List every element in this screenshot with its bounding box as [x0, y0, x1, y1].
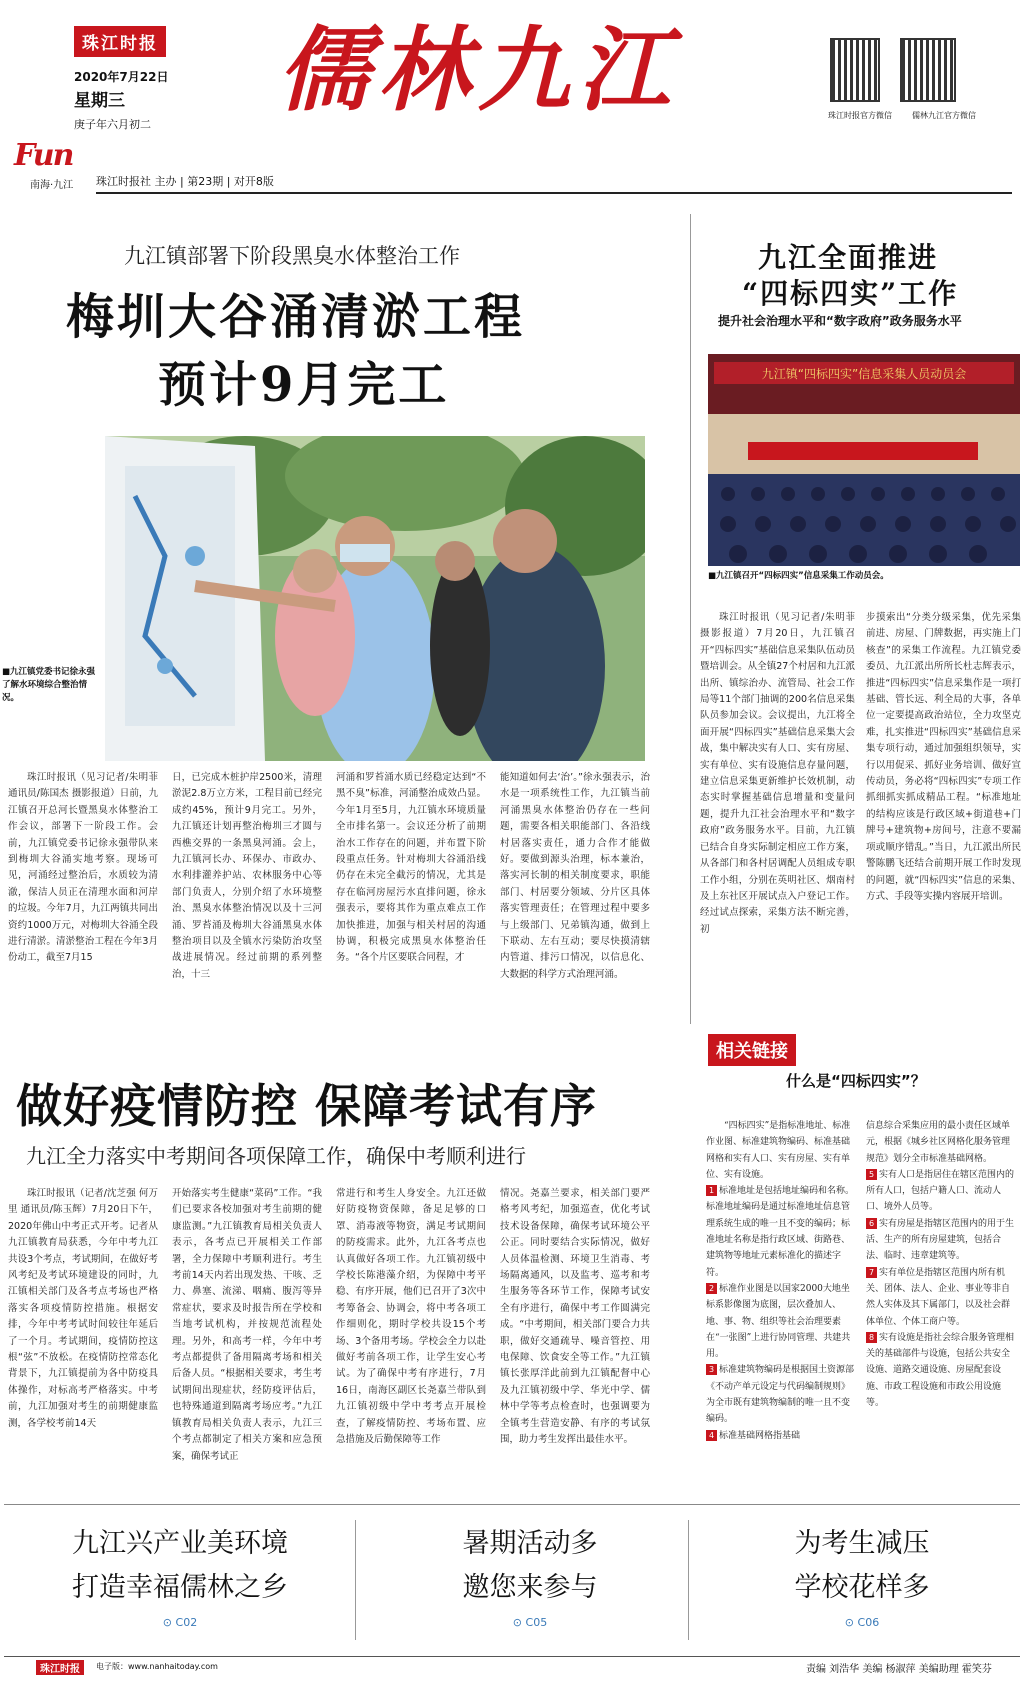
- issue-info-bar: 珠江时报社 主办 | 第23期 | 对开8版: [96, 175, 274, 188]
- num-badge-3: 3: [706, 1364, 717, 1375]
- mobilization-meeting-photo: [708, 354, 1020, 566]
- second-column-2: 开始落实考生健康“菜码”工作。“我们已要求各校加强对考生前期的健康监测。”九江镇教育局相关负责人表示，各考点已开展相关工作部署，全力保障中考顺利进行。考生考前14天内若出现发热、干咳、乏力、鼻塞、流涕、咽痛、腹泻等异常症状，要求及时报告所在学校和当地考试机构，并按规范流程处理。另外，和高考一样，今年中考考点都提供了备用隔离考场和相关后备人员。“根据相关要求，考生考试期间出现症状，经防疫评估后，也特殊通道到隔离考场应考。”九江镇教育局相关负责人表示，九江三个考点都制定了相关方案和应急预案，确保考试正: [172, 1188, 322, 1462]
- num-badge-8: 8: [866, 1332, 877, 1343]
- link-item-1: 1 标准地址是包括地址编码和名称。标准地址编码是通过标准地址信息管理系统生成的唯一且不变的编码；标准地址名称是指行政区域、街路巷、建筑物等地址元素标准化的描述字符。: [706, 1186, 855, 1278]
- promo-block-2[interactable]: [380, 1522, 680, 1629]
- promo-divider-1: [355, 1520, 356, 1640]
- link-item-4: 4 标准基础网格指基础: [706, 1428, 856, 1444]
- issue-weekday: 星期三: [74, 91, 125, 111]
- main-column-4: 能知道如何去‘治’。”徐永强表示，治水是一项系统性工作，九江镇当前河涌黑臭水体整治仍存在一些问题，需要各相关职能部门、各沿线村居落实责任，通力合作才能做好。要做到源头治理，标本兼治，落实河长制的相关制度要求，职能部门、村居要分领域、分片区具体落实管理责任；在管理过程中要多与上级部门、兄弟镇沟通，做到上下联动、左右互动；要尽快摸清辖内管道、排污口情况，以信息化、大数据的科学方式治理河涌。: [500, 772, 650, 980]
- related-link-tag: 相关链接: [708, 1034, 796, 1066]
- link-item-6: 6 实有房屋是指辖区范围内的用于生活、生产的所有房屋建筑，包括合法、临时、违章建筑等。: [866, 1218, 1015, 1262]
- second-headline: 做好疫情防控 保障考试有序: [16, 1079, 598, 1133]
- promo-1-line-1: 九江兴产业美环境: [72, 1528, 288, 1559]
- num-badge-5: 5: [866, 1169, 877, 1180]
- num-badge-2: 2: [706, 1283, 717, 1294]
- link-intro: “四标四实”是指标准地址、标准作业图、标准建筑物编码、标准基础网格和实有人口、实有房屋、实有单位、实有设施。: [706, 1121, 851, 1180]
- right-headline-1: 九江全面推进: [758, 241, 939, 274]
- meeting-banner: 九江镇“四标四实”信息采集人员动员会: [761, 367, 967, 381]
- link-column-2: [866, 1118, 1018, 1478]
- right-column-2: 步摸索出“分类分级采集，优先采集前进、房屋、门牌数据，再实施上门核查”的采集工作流程。九江镇党委委员、九江派出所所长杜志辉表示，推进“四标四实”信息采集作是一项打基础、管长远、利全局的大事，各单位一定要提高政治站位，全力攻坚克难，扎实推进“四标四实”基础信息采集专项行动，通过加强组织领导，实行以用促采、抓好业务培训、做好宣传动员，务必将“四标四实”专项工作抓细抓实抓成精品工程。“标准地址的结构应该是行政区域+街道巷+门牌号+建筑物+房间号，注意不要漏项或顺序错乱。”当日，九江派出所民警陈鹏飞还结合前期开展工作时发现的问题，就“四标四实”信息的采集、方式、手段等实操内容展开培训。: [866, 612, 1021, 902]
- promo-rule: [4, 1504, 1020, 1505]
- qr-code-wechat-rljj[interactable]: [900, 38, 956, 102]
- second-column-3: 常进行和考生人身安全。九江还做好防疫物资保障，备足足够的口罩、消毒液等物资，满足考试期间的防疫需求。此外，九江各考点也认真做好各项工作。九江镇初级中学校长陈港藻介绍，为保障中考平稳、有序开展，他们已召开了3次中考筹备会、协调会，将中考各项工作细则化，期时学校共设15个考场、3个备用考场。学校会全力以赴做好考前各项工作，让学生安心考试。为了确保中考有序进行，7月16日，南海区副区长尧嘉兰带队到九江镇初级中学中考考点开展检查，了解疫情防控、考场布置、应急措施及后勤保障等工作: [336, 1188, 486, 1446]
- link-item-2: 2 标准作业图是以国家2000大地坐标系影像图为底图，层次叠加人、地、事、物、组织等社会治理要素在“一张图”上进行协同管理、共建共用。: [706, 1283, 851, 1360]
- main-headline-1: 梅圳大谷涌清淤工程: [66, 289, 526, 345]
- promo-2-line-2: 邀您来参与: [462, 1572, 598, 1603]
- footer-logo: 珠江时报: [36, 1660, 84, 1675]
- link-item-8: 8 实有设施是指社会综合服务管理相关的基础部件与设施，包括公共安全设施、道路交通设施、房屋配套设施、市政工程设施和市政公用设施等。: [866, 1332, 1015, 1409]
- right-headline-2: “四标四实”工作: [742, 277, 959, 310]
- promo-3-line-2: 学校花样多: [794, 1572, 930, 1603]
- link-intro-cont: 信息综合采集应用的最小责任区域单元，根据《城乡社区网格化服务管理规范》划分全市标准基础网格。: [866, 1121, 1011, 1164]
- link-question: 什么是“四标四实”？: [786, 1072, 926, 1090]
- column-divider: [690, 214, 691, 1024]
- link-item-3: 3 标准建筑物编码是根据国土资源部《不动产单元设定与代码编制规则》为全市既有建筑物编制的唯一且不变编码。: [706, 1365, 855, 1425]
- riverside-inspection-photo: [105, 436, 645, 761]
- link-item-7: 7 实有单位是指辖区范围内所有机关、团体、法人、企业、事业等非自然人实体及其下属部门，以及社会群体单位、个体工商户等。: [866, 1267, 1011, 1327]
- promo-1-line-2: 打造幸福儒林之乡: [72, 1572, 288, 1603]
- footer-site[interactable]: 电子版：www.nanhaitoday.com: [96, 1662, 218, 1671]
- main-photo-caption: ■九江镇党委书记徐永强了解水环境综合整治情况。: [2, 667, 96, 703]
- header-rule: [96, 192, 1012, 194]
- main-kicker: 九江镇部署下阶段黑臭水体整治工作: [124, 244, 460, 268]
- region-logo-mark: Fun: [14, 138, 73, 173]
- footer-editors: 责编 刘浩华 美编 杨淑萍 美编助理 霍笑芬: [806, 1664, 992, 1675]
- masthead-title: 儒林九江: [278, 16, 679, 124]
- region-logo: [8, 138, 98, 192]
- second-column-1: 珠江时报讯（记者/沈芝强 何万里 通讯员/陈玉辉）7月20日下午，2020年佛山中考正式开考。记者从九江镇教育局获悉，今年中考九江共设3个考点，考试期间，在做好考风考纪及考试环境建设的同时，九江镇相关部门及各考点考场也严格落实各项疫情防控措施。根据安排，今年中考考试时间较往年延后了一个月。考试期间，疫情防控这根“弦”不放松。在疫情防控常态化背景下，九江镇提前为各中防疫具体操作，对标高考严格落实。中考前，九江加强对考生的前期健康监测，各学校考前14天: [8, 1188, 158, 1429]
- promo-2-ref[interactable]: ⊙ C05: [512, 1616, 548, 1629]
- num-badge-7: 7: [866, 1267, 877, 1278]
- second-subhead: 九江全力落实中考期间各项保障工作，确保中考顺利进行: [26, 1144, 526, 1168]
- promo-2-line-1: 暑期活动多: [462, 1528, 598, 1559]
- second-column-4: 情况。尧嘉兰要求，相关部门要严格考风考纪，加强巡查，优化考试技术设备保障，确保考试环境公平公正。同时要结合实际情况，做好人员体温检测、环境卫生消毒、考场隔离通风，以及监考、巡考和考生服务等各环节工作，保障考试安全有序进行，确保中考工作圆满完成。“中考期间，相关部门要合力共职，做好交通疏导、噪音管控、用电保障、饮食安全等工作。”九江镇镇长张厚洋此前到九江镇配督中心及九江镇初级中学、华光中学、儒林中学等考点检查时，也强调要为全镇考生营造安静、有序的考试氛围，助力考生发挥出最佳水平。: [500, 1188, 650, 1446]
- link-column-1: [706, 1118, 856, 1478]
- promo-divider-2: [688, 1520, 689, 1640]
- page-ref-icon: ⊙: [512, 1616, 526, 1629]
- main-column-1: 珠江时报讯（见习记者/朱明菲 通讯员/陈国杰 摄影报道）日前，九江镇召开总河长暨黑臭水体整治工作会议，部署下一阶段工作。会前，九江镇党委书记徐永强带队来到梅圳大谷涌实地考察。现场可见，河涌经过整治后，水质较为清澈，保洁人员正在清理水面和河岸的垃圾。今年7月，九江两镇共同出资约1000万元，对梅圳大谷涌全段进行清淤。清淤整治工程在今年3月份动工，截至7月15: [8, 772, 158, 964]
- qr-code-wechat-zj[interactable]: [830, 38, 880, 102]
- footer-rule: [4, 1656, 1020, 1657]
- main-headline-2: 预计9月完工: [158, 357, 450, 413]
- paper-logo: 珠江时报: [74, 26, 166, 57]
- promo-block-3[interactable]: [712, 1522, 1012, 1629]
- promo-3-ref[interactable]: ⊙ C06: [844, 1616, 880, 1629]
- promo-3-line-1: 为考生减压: [794, 1528, 930, 1559]
- lunar-date: 庚子年六月初二: [74, 118, 151, 131]
- right-photo-caption: ■九江镇召开“四标四实”信息采集工作动员会。: [708, 571, 889, 581]
- page-ref-icon: ⊙: [844, 1616, 858, 1629]
- issue-date: 2020年7月22日: [74, 70, 169, 84]
- right-subhead: 提升社会治理水平和“数字政府”政务服务水平: [718, 314, 962, 328]
- main-column-2: 日，已完成木桩护岸2500米，清理淤泥2.8万立方米，工程目前已经完成约45%，预计9月完工。另外，九江镇还计划再整治梅圳三才圆与西樵交界的一条黑臭河涌。会上，九江镇河长办、环保办、市政办、水利排灌养护站、农林服务中心等部门负责人，分别介绍了水环境整治、黑臭水体整治情况以及十三河涌、罗苔涌及梅圳大谷涌黑臭水体整治项目以及全镇水污染防治攻坚战进展情况。经过前期的系列整治，十三: [172, 772, 322, 980]
- region-logo-text: 南海·九江: [30, 180, 74, 191]
- link-item-5: 5 实有人口是指居住在辖区范围内的所有人口，包括户籍人口、流动人口、境外人员等。: [866, 1169, 1015, 1213]
- page-ref-icon: ⊙: [162, 1616, 176, 1629]
- main-column-3: 河涌和罗苔涌水质已经稳定达到“不黑不臭”标准，河涌整治成效凸显。今年1月至5月，九江镇水环境质量全市排名第一。会议还分析了前期治水工作存在的问题，并布置下阶段重点任务。针对梅圳大谷涌沿线仍存在未完全截污的情况，尤其是存在临河房屋污水直排问题，徐永强表示，要将其作为重点难点工作加快推进，加强与相关村居的沟通协调，积极完成黑臭水体整治任务。“各个片区要联合同程，才: [336, 772, 486, 964]
- qr-caption-1: 珠江时报官方微信: [828, 111, 892, 120]
- num-badge-6: 6: [866, 1218, 877, 1229]
- right-column-1: 珠江时报讯（见习记者/朱明菲 摄影报道）7月20日，九江镇召开“四标四实”基础信息采集队伍动员暨培训会。从全镇27个村居和九江派出所、镇综治办、流管局、社会工作局等11个部门抽调的200名信息采集队员参加会议。会议提出，九江将全面开展“四标四实”基础信息采集大会战，集中解决实有人口、实有房屋、实有单位、实有设施信息存量问题，建立信息采集更新维护长效机制，动态实时掌握基础信息增量和变量问题，提升九江社会治理水平和“数字政府”政务服务水平。目前，九江镇已结合自身实际制定相应工作方案，从各部门和各村居调配人员组成专职工作小组，分别在英明社区、烟南村及上东社区开展试点入户登记工作。经过试点探索，采集方法不断完善，初: [700, 612, 855, 935]
- qr-caption-2: 儒林九江官方微信: [912, 111, 976, 120]
- promo-1-ref[interactable]: ⊙ C02: [162, 1616, 198, 1629]
- promo-block-1[interactable]: [30, 1522, 330, 1629]
- num-badge-4: 4: [706, 1430, 717, 1441]
- num-badge-1: 1: [706, 1185, 717, 1196]
